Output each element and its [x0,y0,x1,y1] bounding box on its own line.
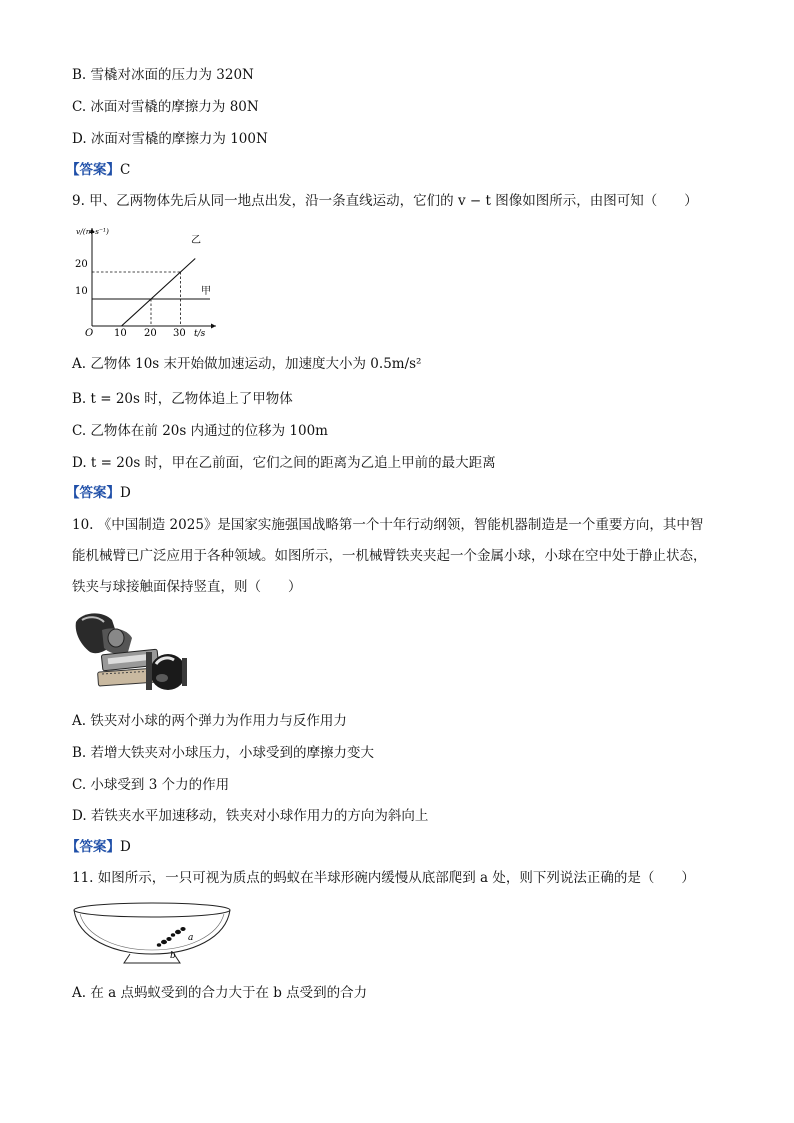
label-a: a [188,933,194,943]
q9-answer [66,484,131,502]
label-b: b [170,951,176,961]
ant-at-a [171,927,186,937]
robot-arm-figure [72,608,190,696]
bowl-figure [72,900,232,968]
q8-option-d: D. 冰面对雪橇的摩擦力为 100N [72,131,268,147]
label-yi: 乙 [191,235,201,246]
ball-reflection [156,674,168,682]
q9-option-a: A. 乙物体 10s 末开始做加速运动，加速度大小为 0.5m/s² [72,356,422,372]
answer-value: C [120,162,131,178]
ant-at-b [157,937,172,947]
bowl-svg [72,900,232,968]
robot-arm-svg [72,608,190,696]
bowl-inner [80,914,224,950]
vt-graph [70,222,220,340]
q10-answer [66,838,131,856]
bowl-rim [74,903,230,917]
x-tick-10: 10 [114,328,127,339]
q10-option-c: C. 小球受到 3 个力的作用 [72,777,230,793]
answer-label: 【答案】 [66,162,120,178]
x-axis-label: t/s [194,329,206,339]
q10-option-b: B. 若增大铁夹对小球压力，小球受到的摩擦力变大 [72,745,375,761]
x-axis-arrow [211,324,216,329]
q9-option-b: B. t = 20s 时，乙物体追上了甲物体 [72,391,293,407]
y-axis-label: v/(m·s⁻¹) [76,227,109,236]
clamp-jaw-left [146,652,152,690]
q8-option-b: B. 雪橇对冰面的压力为 320N [72,67,254,83]
vt-graph-svg [70,222,220,340]
q9-option-c: C. 乙物体在前 20s 内通过的位移为 100m [72,423,328,439]
origin-label: O [85,328,94,339]
x-tick-30: 30 [173,328,186,339]
q9-stem: 9. 甲、乙两物体先后从同一地点出发，沿一条直线运动，它们的 v − t 图像如图所示，由图可知（ ） [72,193,698,209]
q10-option-d: D. 若铁夹水平加速移动，铁夹对小球作用力的方向为斜向上 [72,808,429,824]
label-jia: 甲 [201,286,211,297]
q10-option-a: A. 铁夹对小球的两个弹力为作用力与反作用力 [72,713,347,729]
y-tick-10: 10 [75,286,88,297]
q11-stem: 11. 如图所示，一只可视为质点的蚂蚁在半球形碗内缓慢从底部爬到 a 处，则下列说法正确的是（ ） [72,870,695,886]
answer-value: D [120,485,131,501]
series-line-yi [122,259,196,327]
clamp-jaw-right [182,658,187,686]
q9-option-d: D. t = 20s 时，甲在乙前面，它们之间的距离为乙追上甲前的最大距离 [72,455,496,471]
answer-label: 【答案】 [66,839,120,855]
x-tick-20: 20 [144,328,157,339]
q8-option-c: C. 冰面对雪橇的摩擦力为 80N [72,99,259,115]
q11-option-a: A. 在 a 点蚂蚁受到的合力大于在 b 点受到的合力 [72,985,368,1001]
y-tick-20: 20 [75,259,88,270]
q10-stem-line-2: 能机械臂已广泛应用于各种领域。如图所示，一机械臂铁夹夹起一个金属小球，小球在空中处于静止状态， [72,548,707,564]
q10-stem-line-1: 10. 《中国制造 2025》是国家实施强国战略第一个十年行动纲领，智能机器制造是一个重要方向，其中智 [72,517,704,533]
answer-label: 【答案】 [66,485,120,501]
answer-value: D [120,839,131,855]
joint-ring [108,629,124,647]
q10-stem-line-3: 铁夹与球接触面保持竖直，则（ ） [72,579,302,595]
q8-answer [66,161,130,179]
